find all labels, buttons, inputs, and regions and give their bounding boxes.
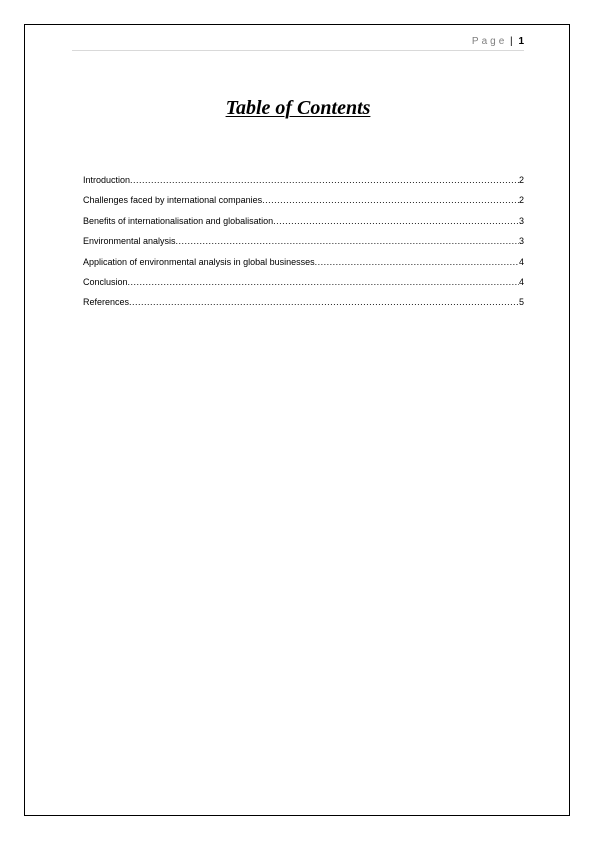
toc-dot-leader bbox=[176, 235, 519, 247]
toc-entry-page: 3 bbox=[518, 236, 524, 247]
toc-dot-leader bbox=[130, 174, 519, 186]
toc-entry-introduction[interactable] bbox=[83, 174, 524, 194]
toc-dot-leader bbox=[129, 296, 519, 308]
toc-dot-leader bbox=[273, 215, 519, 227]
toc-entry-text: References bbox=[83, 297, 130, 308]
toc-entry-text: Application of environmental analysis in global businesses bbox=[83, 256, 315, 267]
toc-dot-leader bbox=[315, 256, 519, 268]
page-separator: | bbox=[510, 36, 513, 47]
page-number: 1 bbox=[518, 36, 524, 47]
toc-dot-leader bbox=[262, 194, 519, 206]
page-number-indicator bbox=[472, 36, 524, 48]
toc-entry-application[interactable] bbox=[83, 256, 524, 276]
page-header bbox=[72, 36, 524, 51]
toc-entry-text: Environmental analysis bbox=[83, 236, 176, 247]
toc-entry-environmental-analysis[interactable] bbox=[83, 235, 524, 255]
toc-entry-page: 3 bbox=[518, 215, 524, 226]
toc-title: Table of Contents bbox=[225, 97, 371, 119]
page-label: Page bbox=[471, 36, 508, 47]
toc-entry-text: Introduction bbox=[83, 175, 131, 185]
toc-entry-text: Conclusion bbox=[83, 276, 128, 287]
toc-entry-text: Benefits of internationalisation and globalisation bbox=[83, 215, 274, 226]
toc-entry-benefits[interactable] bbox=[83, 215, 524, 235]
toc-entry-page: 2 bbox=[518, 195, 524, 206]
toc-entry-conclusion[interactable] bbox=[83, 276, 524, 296]
toc-entry-page: 4 bbox=[518, 256, 524, 267]
table-of-contents bbox=[83, 174, 524, 317]
toc-entry-text: Challenges faced by international companies bbox=[83, 195, 263, 206]
toc-entry-page: 4 bbox=[518, 276, 524, 287]
page-border bbox=[24, 24, 570, 816]
toc-entry-page: 5 bbox=[518, 297, 524, 308]
toc-entry-challenges[interactable] bbox=[83, 194, 524, 214]
toc-dot-leader bbox=[128, 276, 519, 288]
toc-entry-references[interactable] bbox=[83, 296, 524, 316]
toc-entry-page: 2 bbox=[518, 175, 524, 185]
